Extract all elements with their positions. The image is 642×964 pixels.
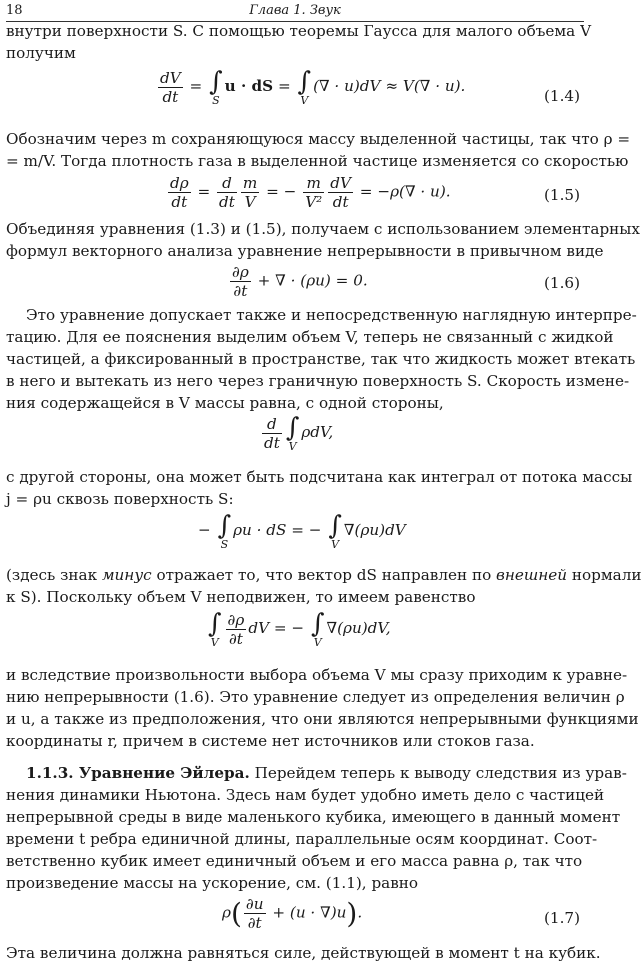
text-line: Эта величина должна равняться силе, действующей в момент t на кубик. xyxy=(6,944,601,962)
text-line: частицей, а фиксированный в пространстве, так что жидкость может втекать xyxy=(6,350,636,368)
equation-number: (1.6) xyxy=(543,274,580,292)
text-line: и u, а также из предположения, что они являются непрерывными функциями xyxy=(6,710,639,728)
text-line: и вследствие произвольности выбора объема V мы сразу приходим к уравне- xyxy=(6,666,628,684)
text-line: Это уравнение допускает также и непосредственную наглядную интерпре- xyxy=(26,306,637,324)
equation-mass-rate: $\frac{d}{dt}$ ∫ V ρdV, xyxy=(264,413,334,453)
text-line: тацию. Для ее пояснения выделим объем V, теперь не связанный с жидкой xyxy=(6,328,614,346)
integral-symbol: ∫ V xyxy=(285,413,300,453)
integral-symbol: ∫ V xyxy=(297,67,312,107)
integral-symbol: ∫ V xyxy=(208,609,222,649)
text-line: с другой стороны, она может быть подсчитана как интеграл от потока массы xyxy=(6,468,633,486)
equation-1-5: $\frac{d\rho}{dt}$ = $\frac{d}{dt}$ $\frac{m}{V}$ = − $\frac{m}{\text{V²}}$ $\frac{dV}{dt}$ = −ρ(∇ · u). (1.5) xyxy=(170,174,580,211)
text-line: произведение массы на ускорение, см. (1.1), равно xyxy=(6,874,419,892)
text-line: координаты r, причем в системе нет источников или стоков газа. xyxy=(6,732,535,750)
equation-1-4: $\frac{dV}{dt}$ = ∫ S u · dS = ∫ V (∇ · u)dV ≈ V(∇ · u). (1.4) xyxy=(160,67,580,107)
equation-1-7: ρ( $\frac{\partial u}{\partial t}$ + (u · ∇)u). (1.7) xyxy=(222,895,580,932)
equation-number: (1.4) xyxy=(543,87,580,105)
text-line: получим xyxy=(6,44,76,62)
integral-symbol: ∫ V xyxy=(328,511,342,551)
page-number: 18 xyxy=(6,3,23,18)
integral-symbol: ∫ S xyxy=(217,511,232,551)
text-line: 1.1.3. Уравнение Эйлера. Перейдем теперь к выводу следствия из урав- xyxy=(26,764,627,782)
section-heading: 1.1.3. Уравнение Эйлера. xyxy=(26,764,250,782)
equation-equality: ∫ V $\frac{\partial\rho}{\partial t}$ dV = − ∫ V ∇(ρu)dV, xyxy=(208,609,391,649)
text-line: = m/V. Тогда плотность газа в выделенной частице изменяется со скоростью xyxy=(6,152,629,170)
text-line: в него и вытекать из него через граничную поверхность S. Скорость измене- xyxy=(6,372,630,390)
text-line: к S). Поскольку объем V неподвижен, то имеем равенство xyxy=(6,588,476,606)
integral-symbol: ∫ V xyxy=(310,609,325,649)
integral-symbol: ∫ S xyxy=(209,67,223,107)
text-line: внутри поверхности S. С помощью теоремы Гаусса для малого объема V xyxy=(6,22,592,40)
text-line: ветственно кубик имеет единичный объем и его масса равна ρ, так что xyxy=(6,852,583,870)
page-body xyxy=(6,20,642,964)
text-line: нения динамики Ньютона. Здесь нам будет удобно иметь дело с частицей xyxy=(6,786,605,804)
equation-number: (1.5) xyxy=(543,186,580,204)
running-head: Глава 1. Звук xyxy=(249,3,341,18)
text-line: Обозначим через m сохраняющуюся массу выделенной частицы, так что ρ = xyxy=(6,130,631,148)
equation-number: (1.7) xyxy=(543,909,580,927)
text-line: (здесь знак минус отражает то, что вектор dS направлен по внешней нормали xyxy=(6,566,642,584)
text-line: ния содержащейся в V массы равна, с одной стороны, xyxy=(6,394,444,412)
equation-1-6: $\frac{\partial\rho}{\partial t}$ + ∇ · (ρu) = 0. (1.6) xyxy=(232,263,580,300)
equation-mass-flux: − ∫ S ρu · dS = − ∫ V ∇(ρu)dV xyxy=(198,511,406,551)
text-line: формул векторного анализа уравнение непрерывности в привычном виде xyxy=(6,242,604,260)
text-line: Объединяя уравнения (1.3) и (1.5), получаем с использованием элементарных xyxy=(6,220,640,238)
text-line: времени t ребра единичной длины, параллельные осям координат. Соот- xyxy=(6,830,598,848)
text-line: непрерывной среды в виде маленького кубика, имеющего в данный момент xyxy=(6,808,621,826)
text-line: нию непрерывности (1.6). Это уравнение следует из определения величин ρ xyxy=(6,688,625,706)
text-line: j = ρu сквозь поверхность S: xyxy=(6,490,234,508)
